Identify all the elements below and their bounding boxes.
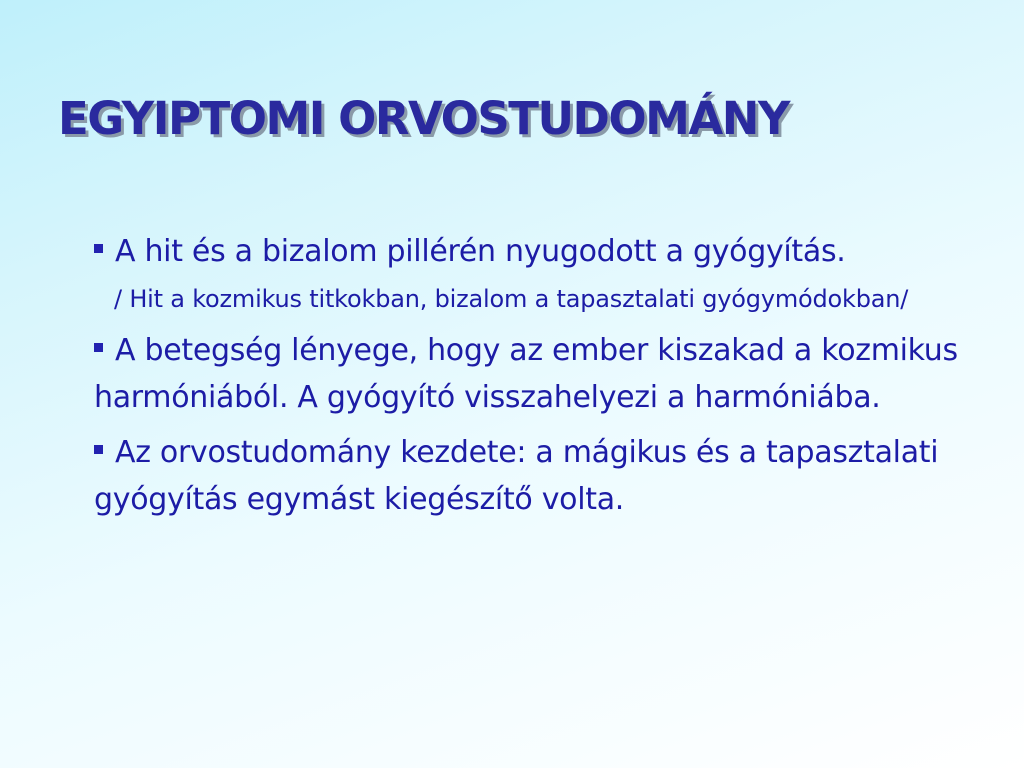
- bullet-subtext-1: / Hit a kozmikus titkokban, bizalom a tapasztalati gyógymódokban/: [114, 285, 909, 313]
- square-bullet-icon: [94, 343, 103, 352]
- square-bullet-icon: [94, 244, 103, 253]
- bullet-text-1: A hit és a bizalom pillérén nyugodott a gyógyítás.: [115, 234, 846, 269]
- bullet-item-3: [94, 429, 1004, 523]
- bullet-text-3: Az orvostudomány kezdete: a mágikus és a tapasztalati gyógyítás egymást kiegészítő volta.: [94, 435, 939, 517]
- bullet-item-2: [94, 327, 1004, 421]
- bullet-item-1: [94, 228, 1004, 275]
- slide-title: EGYIPTOMI ORVOSTUDOMÁNY: [58, 92, 789, 145]
- bullet-text-2: A betegség lényege, hogy az ember kiszakad a kozmikus harmóniából. A gyógyító visszahelyezi a harmóniába.: [94, 333, 958, 415]
- square-bullet-icon: [94, 445, 103, 454]
- bullet-list: [94, 228, 1004, 527]
